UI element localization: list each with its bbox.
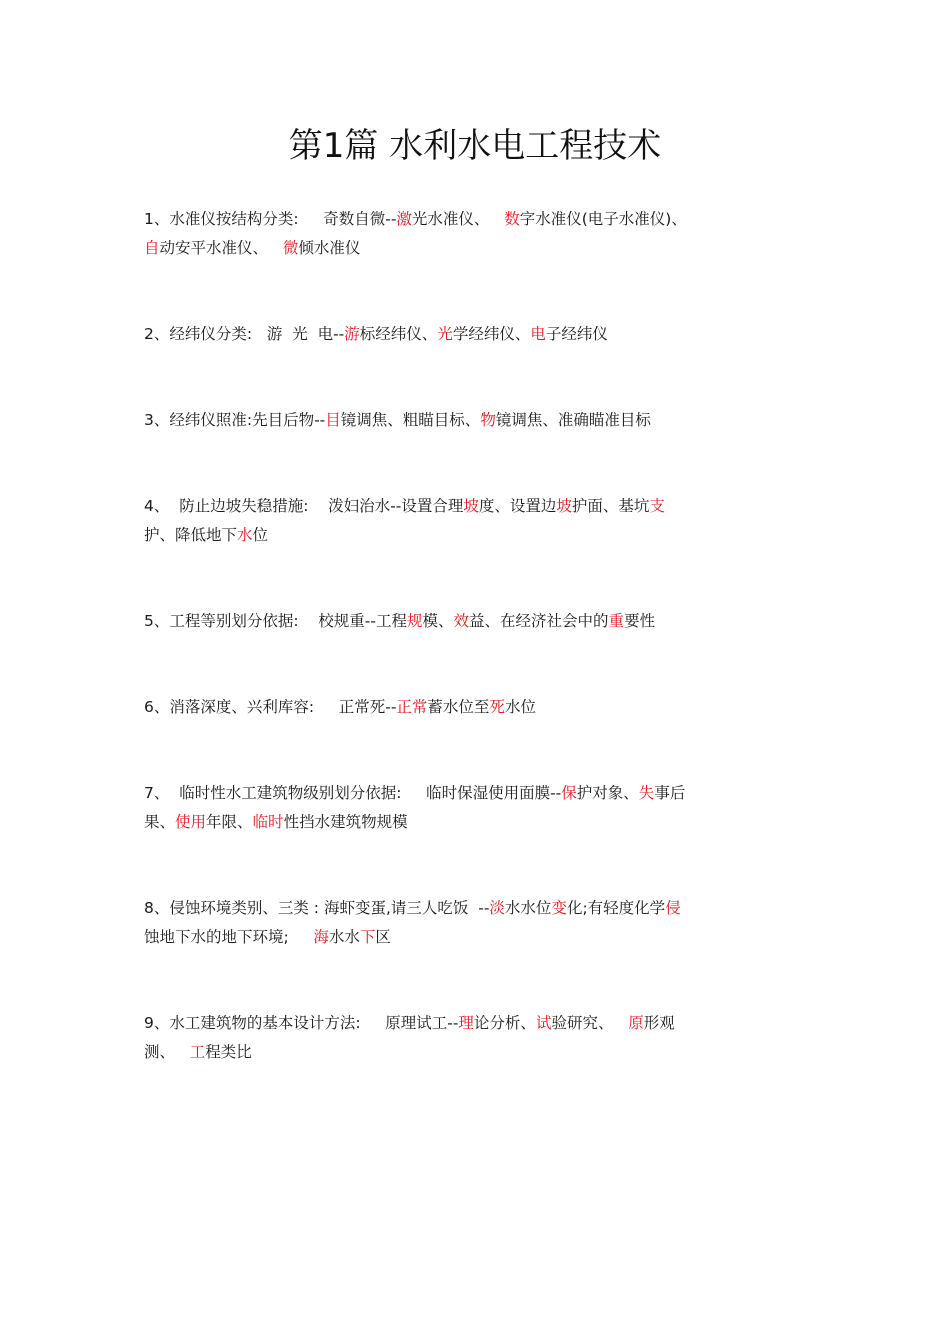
item-text: 标经纬仪、 (359, 325, 438, 343)
highlight-text: 临时 (252, 813, 284, 831)
note-list (144, 205, 702, 1124)
highlight-text: 正常 (396, 698, 428, 716)
highlight-text: 坡 (463, 497, 479, 515)
list-item (144, 1009, 689, 1067)
item-text: 9、水工建筑物的基本设计方法: 原理试工-- (144, 1014, 459, 1032)
highlight-text: 下 (359, 928, 376, 946)
list-item (144, 693, 689, 722)
item-text: 2、经纬仪分类: 游 光 电-- (144, 325, 345, 343)
item-text: 镜调焦、准确瞄准目标 (495, 411, 651, 429)
highlight-text: 规 (406, 612, 423, 630)
highlight-text: 水 (237, 526, 253, 544)
highlight-text: 工 (189, 1043, 206, 1061)
item-text: 字水准仪(电子水准仪)、 (519, 210, 702, 228)
highlight-text: 支 (649, 497, 665, 515)
list-item (144, 492, 689, 550)
highlight-text: 变 (551, 899, 567, 917)
item-text: 年限、 (206, 813, 253, 831)
highlight-text: 原 (628, 1014, 644, 1032)
item-text: 护、降低地下 (144, 526, 238, 544)
highlight-text: 使用 (175, 813, 207, 831)
list-item (144, 205, 702, 263)
item-text: 水水位 (504, 899, 552, 917)
highlight-text: 目 (325, 411, 341, 429)
highlight-text: 效 (453, 612, 470, 630)
item-text: 子经纬仪 (545, 325, 608, 343)
page-title: 第1篇 水利水电工程技术 (288, 126, 662, 166)
item-text: 护面、基坑 (571, 497, 650, 515)
item-text: 3、经纬仪照准:先目后物-- (144, 411, 326, 429)
highlight-text: 自 (144, 239, 160, 257)
highlight-text: 游 (344, 325, 360, 343)
item-text: 性挡水建筑物规模 (283, 813, 408, 831)
highlight-text: 微 (282, 239, 299, 257)
item-text: 水水 (328, 928, 360, 946)
highlight-text: 坡 (556, 497, 572, 515)
item-text: 护对象、 (576, 784, 639, 802)
item-text: 4、 防止边坡失稳措施: 泼妇治水--设置合理 (144, 497, 464, 515)
item-text: 化;有轻度化学 (566, 899, 666, 917)
item-text: 1、水准仪按结构分类: 奇数自微-- (144, 210, 397, 228)
item-text: 镜调焦、粗瞄目标、 (340, 411, 481, 429)
item-text: 8、侵蚀环境类别、三类 : 海虾变蛋,请三人吃饭 -- (144, 899, 490, 917)
item-text: 7、 临时性水工建筑物级别划分依据: 临时保湿使用面膜-- (144, 784, 562, 802)
item-text: 倾水准仪 (298, 239, 361, 257)
highlight-text: 死 (489, 698, 505, 716)
item-text: 益、在经济社会中的 (469, 612, 609, 630)
list-item (144, 406, 689, 435)
highlight-text: 数 (504, 210, 520, 228)
highlight-text: 激 (396, 210, 412, 228)
item-text: 6、消落深度、兴利库容: 正常死-- (144, 698, 397, 716)
highlight-text: 试 (535, 1014, 552, 1032)
item-text: 程类比 (205, 1043, 252, 1061)
item-text: 度、设置边 (478, 497, 557, 515)
item-text: 位 (252, 526, 269, 544)
item-text: 要性 (624, 612, 656, 630)
list-item (144, 607, 689, 636)
list-item (144, 779, 689, 837)
item-text: 区 (375, 928, 391, 946)
item-text: 水位 (504, 698, 536, 716)
list-item (144, 320, 689, 349)
highlight-text: 电 (530, 325, 546, 343)
item-text: 5、工程等别划分依据: 校规重--工程 (144, 612, 407, 630)
highlight-text: 理 (458, 1014, 474, 1032)
item-text: 光水准仪、 (411, 210, 505, 228)
highlight-text: 海 (313, 928, 329, 946)
highlight-text: 失 (638, 784, 655, 802)
item-text: 蚀地下水的地下环境; (144, 928, 314, 946)
highlight-text: 物 (480, 411, 496, 429)
item-text: 事后果、 (144, 784, 686, 831)
list-item (144, 894, 689, 952)
item-text: 形观测、 (144, 1014, 675, 1061)
highlight-text: 重 (608, 612, 625, 630)
item-text: 蓄水位至 (427, 698, 490, 716)
highlight-text: 保 (561, 784, 577, 802)
highlight-text: 光 (437, 325, 453, 343)
highlight-text: 侵 (665, 899, 681, 917)
item-text: 动安平水准仪、 (159, 239, 283, 257)
item-text: 模、 (422, 612, 454, 630)
item-text: 验研究、 (551, 1014, 629, 1032)
highlight-text: 淡 (489, 899, 505, 917)
item-text: 学经纬仪、 (452, 325, 531, 343)
item-text: 论分析、 (473, 1014, 536, 1032)
